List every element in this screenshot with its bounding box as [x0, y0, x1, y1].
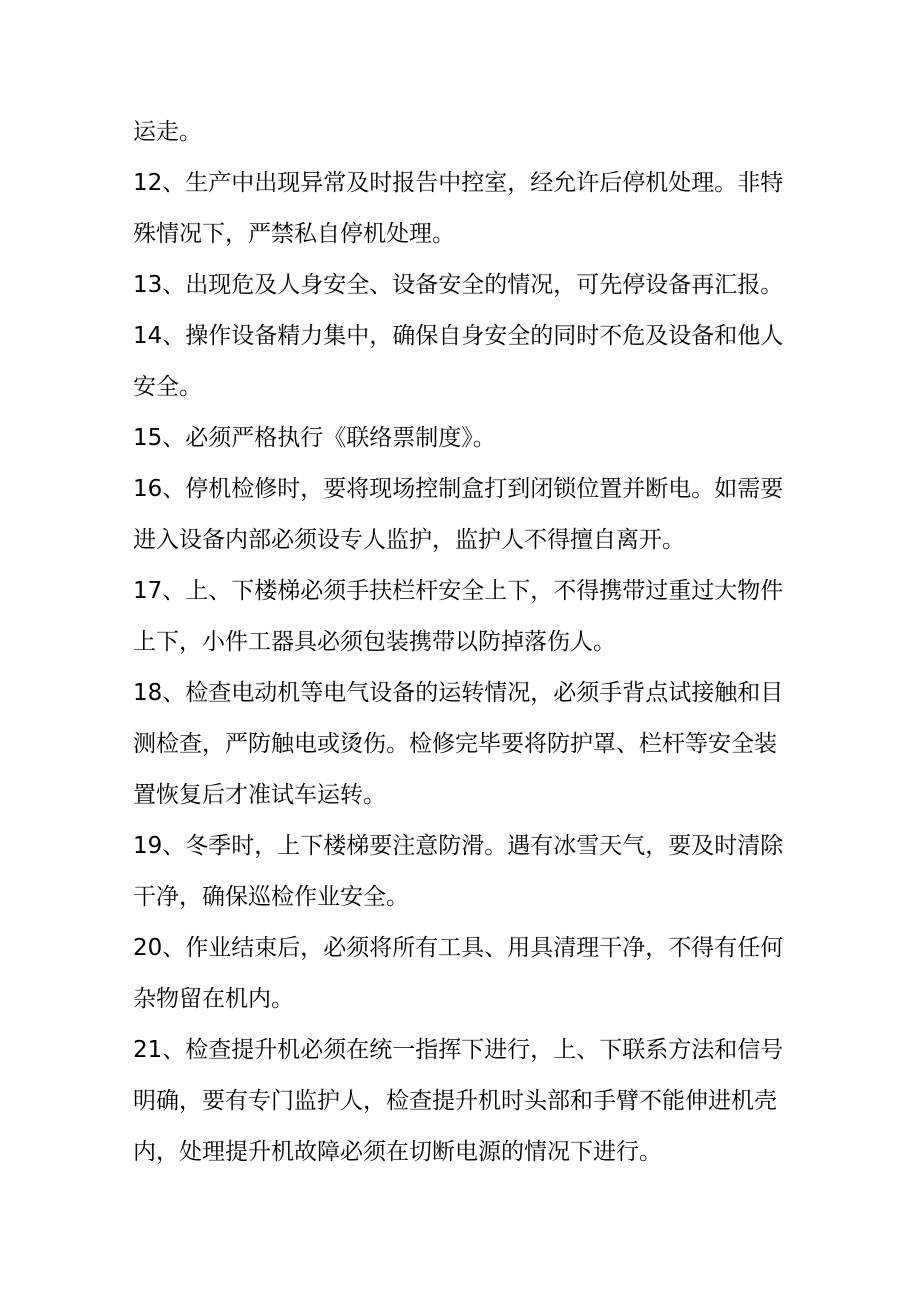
text-line: 20、作业结束后，必须将所有工具、用具清理干净，不得有任何: [133, 935, 784, 961]
body-text: [133, 107, 803, 1178]
text-line: 12、生产中出现异常及时报告中控室，经允许后停机处理。非特: [133, 170, 784, 196]
text-line: 测检查，严防触电或烫伤。检修完毕要将防护罩、栏杆等安全装: [133, 731, 777, 757]
text-line: 19、冬季时，上下楼梯要注意防滑。遇有冰雪天气，要及时清除: [133, 833, 784, 859]
text-line: 殊情况下，严禁私自停机处理。: [133, 221, 455, 247]
text-line: 上下，小件工器具必须包装携带以防掉落伤人。: [133, 629, 616, 655]
text-line: 16、停机检修时，要将现场控制盒打到闭锁位置并断电。如需要: [133, 476, 784, 502]
text-line: 运走。: [133, 119, 202, 145]
text-line: 14、操作设备精力集中，确保自身安全的同时不危及设备和他人: [133, 323, 784, 349]
text-line: 安全。: [133, 374, 202, 400]
text-line: 21、检查提升机必须在统一指挥下进行，上、下联系方法和信号: [133, 1037, 784, 1063]
text-line: 置恢复后才准试车运转。: [133, 782, 386, 808]
text-line: 13、出现危及人身安全、设备安全的情况，可先停设备再汇报。: [133, 272, 784, 298]
text-line: 杂物留在机内。: [133, 986, 294, 1012]
text-line: 明确，要有专门监护人，检查提升机时头部和手臂不能伸进机壳: [133, 1088, 777, 1114]
text-line: 17、上、下楼梯必须手扶栏杆安全上下，不得携带过重过大物件: [133, 578, 784, 604]
text-line: 18、检查电动机等电气设备的运转情况，必须手背点试接触和目: [133, 680, 784, 706]
text-line: 内，处理提升机故障必须在切断电源的情况下进行。: [133, 1139, 662, 1165]
text-line: 进入设备内部必须设专人监护，监护人不得擅自离开。: [133, 527, 685, 553]
text-line: 15、必须严格执行《联络票制度》。: [133, 425, 496, 451]
text-line: 干净，确保巡检作业安全。: [133, 884, 409, 910]
